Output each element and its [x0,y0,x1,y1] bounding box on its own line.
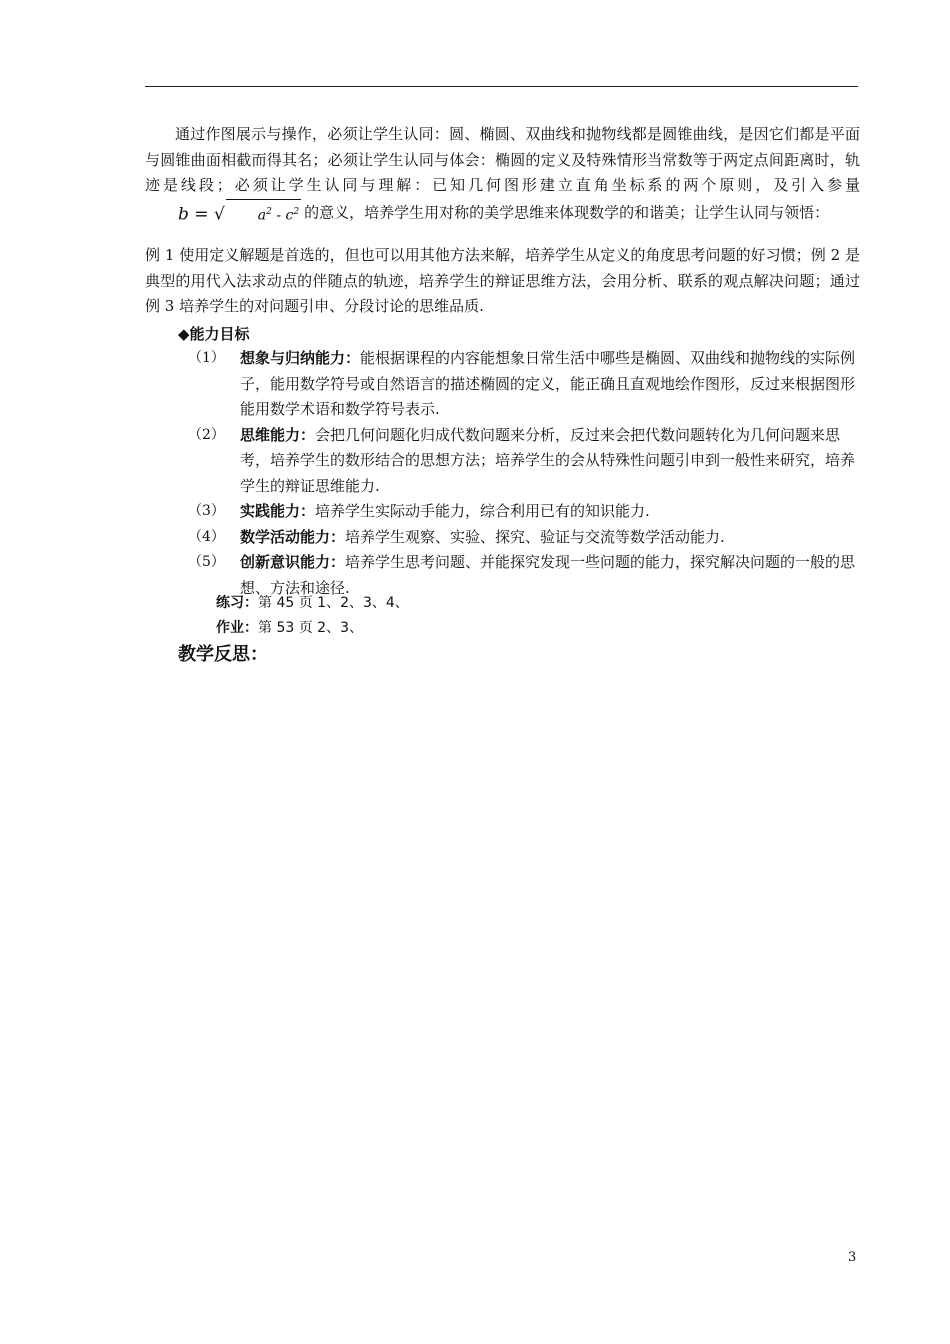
item-text: 培养学生实际动手能力，综合利用已有的知识能力. [315,502,650,520]
item-name: 实践能力： [240,502,316,520]
formula-exp-a: 2 [266,206,272,217]
homework-text: 第 53 页 2、3、 [258,620,363,636]
item-number: （1） [188,350,225,366]
formula-lhs: b [178,204,189,225]
ability-item [178,346,868,423]
item-name: 想象与归纳能力： [240,349,361,367]
formula-a: a [257,207,267,224]
header-rule [145,86,858,87]
item-text: 能根据课程的内容能想象日常生活中哪些是椭圆、双曲线和抛物线的实际例子，能用数学符号或自然语言的描述椭圆的定义，能正确且直观地绘作图形，反过来根据图形能用数学术语和数学符号表示. [240,349,856,418]
item-number: （2） [188,426,225,443]
ability-list [178,346,868,601]
parameter-formula: b = √ $a^2 - c^2$ [145,199,304,229]
item-text: 培养学生观察、实验、探究、验证与交流等数学活动能力. [345,527,725,546]
ability-item [178,499,868,525]
examples-paragraph: 例 1 使用定义解题是首选的，但也可以用其他方法来解，培养学生从定义的角度思考问题的好习惯；例 2 是典型的用代入法求动点的伴随点的轨迹，培养学生的辩证思维方法，会用分析、联系的观点解决问题；通过例 3 培养学生的对问题引申、分段讨论的思维品质. [145,246,860,315]
item-name: 数学活动能力： [240,527,346,546]
ability-item [178,525,868,551]
item-number: （4） [188,528,225,545]
formula-minus: - [276,207,282,224]
item-text: 会把几何问题化归成代数问题来分析，反过来会把代数问题转化为几何问题来思考，培养学生的数形结合的思想方法；培养学生的会从特殊性问题引申到一般性来研究，培养学生的辩证思维能力. [240,425,856,495]
item-number: （5） [188,554,225,570]
ability-heading: ◆能力目标 [178,325,250,343]
formula-equals: = [194,204,209,225]
item-name: 思维能力： [240,425,316,444]
formula-c: c [285,207,294,224]
objective-paragraph [145,122,860,229]
formula-radicand [226,199,301,229]
practice-label: 练习： [216,595,258,611]
item-number: （3） [188,503,225,519]
item-text: 培养学生思考问题、并能探究发现一些问题的能力，探究解决问题的一般的思想、方法和途径. [240,553,856,597]
item-name: 创新意识能力： [240,553,346,571]
page-number: 3 [848,1250,857,1265]
formula-exp-c: 2 [293,206,300,217]
practice-line [216,592,409,614]
reflection-heading: 教学反思： [178,644,268,665]
practice-text: 第 45 页 1、2、3、4、 [258,595,409,611]
homework-line [216,617,363,639]
ability-item [178,423,868,500]
paragraph-tail: 的意义，培养学生用对称的美学思维来体现数学的和谐美；让学生认同与领悟： [304,203,830,222]
paragraph-text: 通过作图展示与操作，必须让学生认同：圆、椭圆、双曲线和抛物线都是圆锥曲线，是因它们都是平面与圆锥曲面相截而得其名；必须让学生认同与体会：椭圆的定义及特殊情形当常数等于两定点间距离时，轨迹是线段；必须让学生认同与理解：已知几何图形建立直角坐标系的两个原则，及引入参量 [145,125,860,194]
homework-label: 作业： [216,620,258,636]
